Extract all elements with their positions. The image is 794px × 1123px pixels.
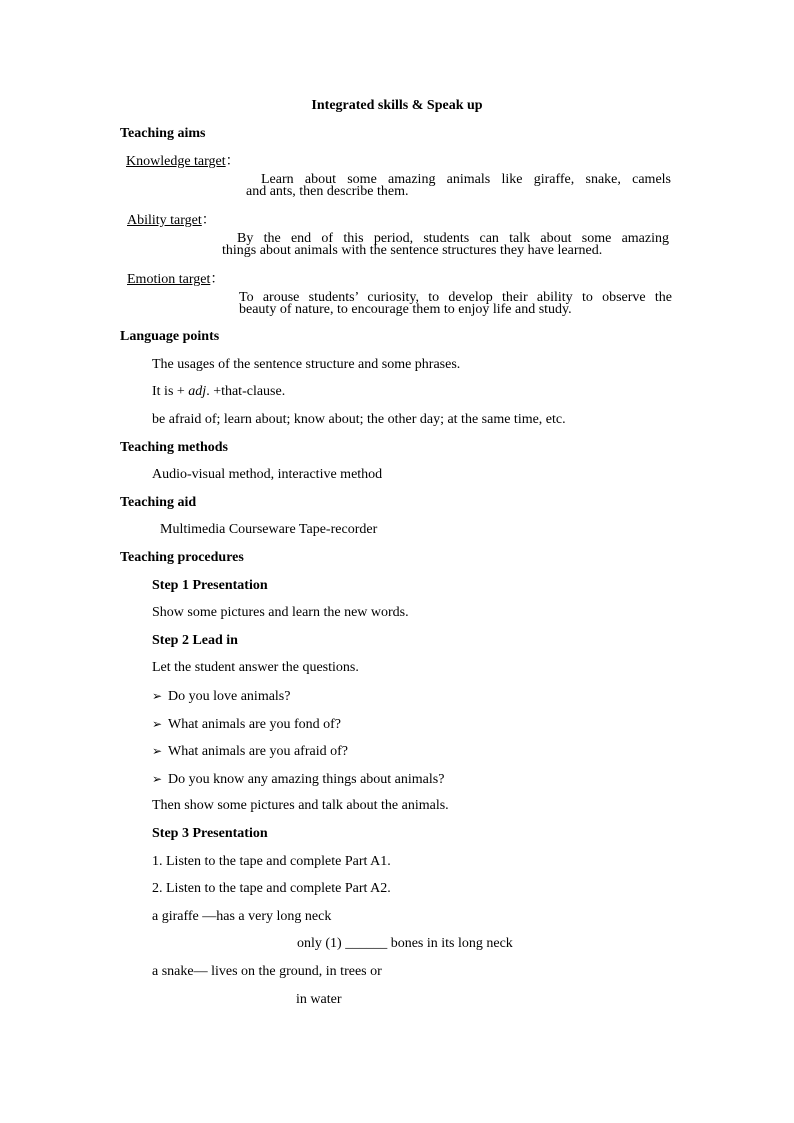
arrow-bullet-icon: ➢ — [152, 717, 163, 731]
list-item — [152, 687, 290, 705]
list-item — [152, 770, 444, 788]
step3-heading: Step 3 Presentation — [152, 826, 268, 841]
snake-line1: a snake— lives on the ground, in trees or — [152, 964, 382, 979]
emotion-target-line1 — [127, 271, 672, 305]
language-points-line2-pre: It is + — [152, 384, 189, 399]
knowledge-target-text2: and ants, then describe them. — [246, 184, 409, 199]
step2-outro: Then show some pictures and talk about the animals. — [152, 798, 449, 813]
question-text: Do you know any amazing things about animals? — [168, 772, 445, 787]
language-points-line2 — [152, 383, 285, 401]
language-points-line2-italic: adj — [188, 384, 207, 399]
list-item — [152, 742, 348, 760]
ability-target-text1: By the end of this period, students can talk about some amazing — [237, 231, 669, 246]
arrow-bullet-icon: ➢ — [152, 689, 163, 703]
step3-item2: 2. Listen to the tape and complete Part A2. — [152, 881, 391, 896]
question-text: Do you love animals? — [168, 689, 291, 704]
knowledge-target-text1: Learn about some amazing animals like giraffe, snake, camels — [261, 172, 671, 187]
page-title: Integrated skills & Speak up — [311, 98, 483, 113]
teaching-methods-text: Audio-visual method, interactive method — [152, 467, 383, 482]
section-heading-teaching-aims: Teaching aims — [120, 126, 206, 141]
giraffe-line1: a giraffe —has a very long neck — [152, 909, 332, 924]
snake-line2: in water — [296, 992, 342, 1007]
list-item — [152, 715, 341, 733]
language-points-line1: The usages of the sentence structure and some phrases. — [152, 357, 461, 372]
knowledge-target-sep: ： — [225, 154, 240, 169]
step2-intro: Let the student answer the questions. — [152, 660, 359, 675]
ability-target-text2: things about animals with the sentence structures they have learned. — [222, 243, 603, 258]
ability-target-line1 — [127, 212, 669, 246]
emotion-target-text2: beauty of nature, to encourage them to enjoy life and study. — [239, 302, 572, 317]
language-points-line3: be afraid of; learn about; know about; the other day; at the same time, etc. — [152, 412, 566, 427]
question-text: What animals are you fond of? — [168, 717, 341, 732]
teaching-aid-text: Multimedia Courseware Tape-recorder — [160, 522, 378, 537]
emotion-target-text1: To arouse students’ curiosity, to develop their ability to observe the — [239, 290, 672, 305]
giraffe-line2: only (1) ______ bones in its long neck — [297, 936, 513, 951]
step3-item1: 1. Listen to the tape and complete Part A1. — [152, 854, 391, 869]
knowledge-target-line1 — [126, 153, 671, 187]
knowledge-target-label: Knowledge target — [126, 154, 226, 169]
step1-text: Show some pictures and learn the new words. — [152, 605, 409, 620]
emotion-target-label: Emotion target — [127, 272, 211, 287]
section-heading-teaching-procedures: Teaching procedures — [120, 550, 244, 565]
ability-target-label: Ability target — [127, 213, 202, 228]
step2-heading: Step 2 Lead in — [152, 633, 238, 648]
arrow-bullet-icon: ➢ — [152, 772, 163, 786]
section-heading-language-points: Language points — [120, 329, 220, 344]
arrow-bullet-icon: ➢ — [152, 744, 163, 758]
section-heading-teaching-methods: Teaching methods — [120, 440, 229, 455]
section-heading-teaching-aid: Teaching aid — [120, 495, 197, 510]
ability-target-sep: ： — [201, 213, 216, 228]
step1-heading: Step 1 Presentation — [152, 578, 268, 593]
question-text: What animals are you afraid of? — [168, 744, 348, 759]
emotion-target-sep: ： — [210, 272, 225, 287]
language-points-line2-post: . +that-clause. — [206, 384, 286, 399]
